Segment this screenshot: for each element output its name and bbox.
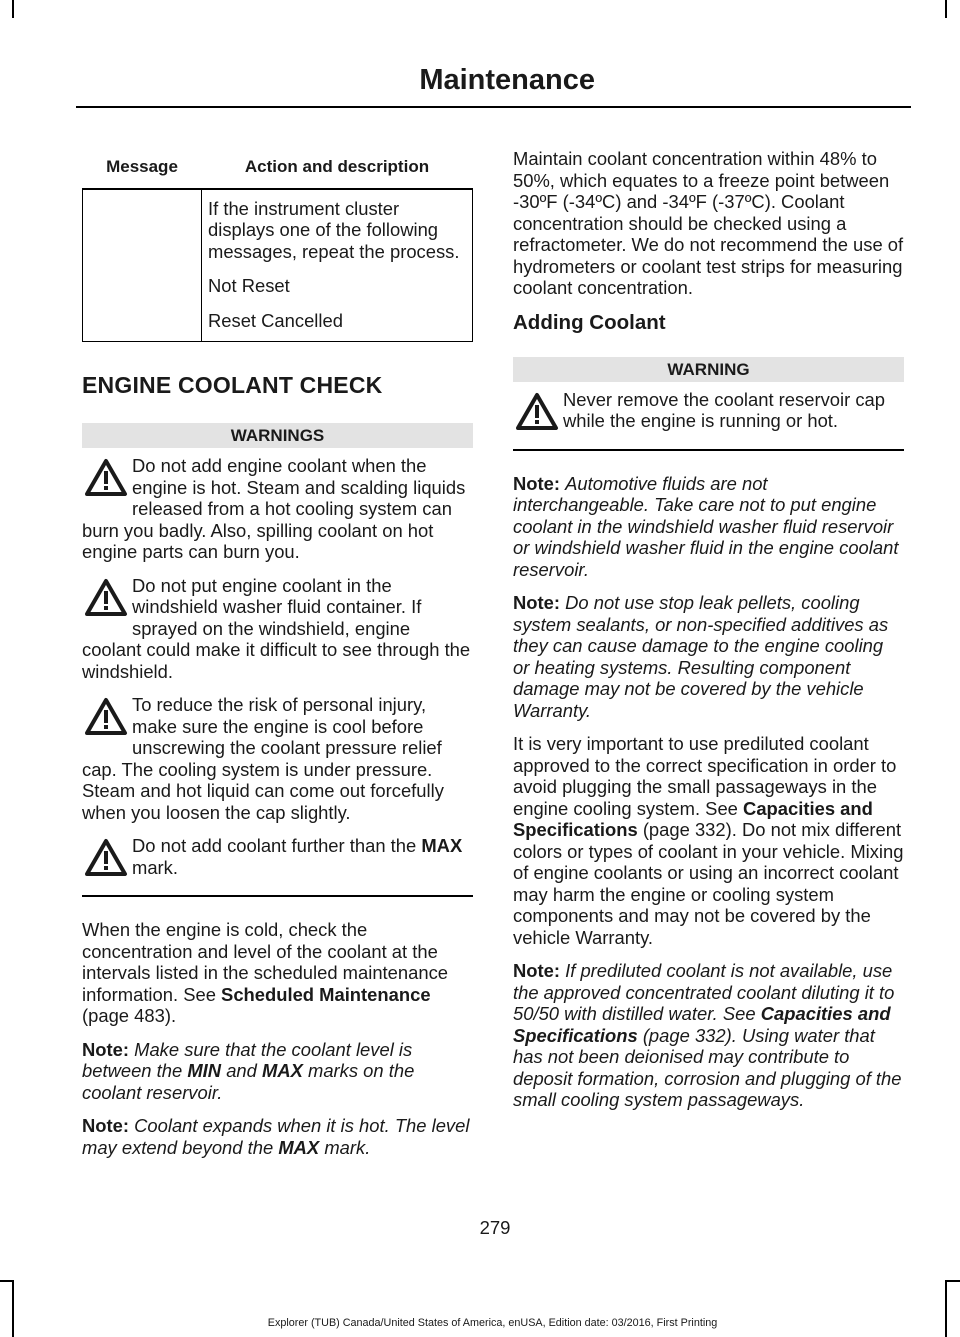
note-label: Note:	[513, 960, 560, 981]
note-label: Note:	[82, 1115, 129, 1136]
cross-reference-link[interactable]: Capacities and Specifications	[513, 1003, 891, 1046]
body-paragraph	[513, 733, 904, 948]
cross-reference-link[interactable]: Scheduled Maintenance	[221, 983, 431, 1005]
table-header-message: Message	[83, 142, 202, 189]
crop-mark	[945, 1280, 960, 1282]
warning-item	[82, 575, 473, 683]
note-text: (page 332). Using water that has not been deionised may contribute to deposit formation, corrosion and plugging of the small cooling system passageways.	[513, 1024, 902, 1110]
warning-item	[82, 455, 473, 563]
body-paragraph	[82, 919, 473, 1027]
message-table	[82, 142, 473, 342]
warning-triangle-icon	[82, 455, 130, 499]
paragraph-text: When the engine is cold, check the concentration and level of the coolant at the intervals listed in the scheduled maintenance information. See	[82, 919, 448, 1005]
note-text: marks on the coolant reservoir.	[82, 1060, 415, 1103]
left-column	[82, 142, 473, 1170]
table-row	[83, 189, 473, 342]
note-label: Note:	[513, 472, 560, 494]
note-text: Coolant expands when it is hot. The level may extend beyond the	[82, 1115, 470, 1158]
section-title: Maintenance	[419, 64, 595, 96]
warning-triangle-icon	[82, 694, 130, 738]
warning-item	[82, 835, 473, 897]
cross-reference-link[interactable]: Capacities and Specifications	[513, 797, 873, 840]
table-cell-action	[202, 189, 473, 342]
warning-item	[82, 694, 473, 823]
page-number: 279	[479, 1217, 511, 1238]
page-reference: (page 483).	[82, 1005, 177, 1026]
note-paragraph	[513, 473, 904, 581]
note-text: Make sure that the coolant level is between the	[82, 1038, 413, 1081]
note-text: If prediluted coolant is not available, use the approved concentrated coolant diluting it to 50/50 with distilled water. See	[513, 960, 895, 1024]
note-text: mark.	[324, 1136, 371, 1158]
warning-text: Do not put engine coolant in the windshield washer fluid container. If sprayed on the windshield, engine coolant could make it difficult to see through the windshield.	[82, 574, 471, 682]
table-line: Not Reset	[208, 275, 290, 296]
max-mark-label: MAX	[278, 1136, 320, 1158]
note-paragraph	[82, 1039, 473, 1104]
table-header-action: Action and description	[202, 142, 473, 189]
edition-footer: Explorer (TUB) Canada/United States of America, enUSA, Edition date: 03/2016, First Printing	[267, 1317, 718, 1329]
note-paragraph	[513, 592, 904, 721]
paragraph-text: It is very important to use prediluted coolant approved to the correct specification in order to avoid plugging the small passageways in the engine cooling system. See	[513, 733, 897, 819]
max-mark-label: MAX	[421, 835, 463, 856]
table-line: Reset Cancelled	[208, 309, 343, 331]
note-text: Automotive fluids are not interchangeable. Take care not to put engine coolant in the windshield washer fluid reservoir or windshield washer fluid in the engine coolant reservoir.	[513, 472, 899, 580]
note-paragraph	[82, 1115, 473, 1158]
crop-mark	[945, 0, 947, 18]
warning-text: Do not add engine coolant when the engine is hot. Steam and scalding liquids released from a hot cooling system can burn you badly. Also, spilling coolant on hot engine parts can burn you.	[82, 455, 466, 562]
warning-text: To reduce the risk of personal injury, make sure the engine is cool before unscrewing the coolant pressure relief cap. The cooling system is under pressure. Steam and hot liquid can come out forcefully when you loosen the cap slightly.	[82, 694, 444, 823]
warning-text: mark.	[132, 856, 178, 878]
warning-text: Do not add coolant further than the	[132, 835, 417, 856]
crop-mark	[0, 1280, 14, 1282]
paragraph-text: (page 332). Do not mix different colors or types of coolant in your vehicle. Mixing of engine coolants or using an incorrect coolant may harm the engine or cooling system components and may not be covered by the vehicle Warranty.	[513, 819, 904, 948]
note-text: Do not use stop leak pellets, cooling system sealants, or non-specified additives as they can cause damage to the engine cooling or heating systems. Resulting component damage may not be covered by the vehicle Warranty.	[513, 592, 889, 721]
warnings-banner: WARNINGS	[82, 423, 473, 448]
warning-text: Never remove the coolant reservoir cap while the engine is running or hot.	[563, 388, 885, 431]
crop-mark	[12, 0, 14, 18]
subheading: Adding Coolant	[513, 310, 666, 334]
min-mark-label: MIN	[187, 1060, 222, 1081]
note-label: Note:	[513, 592, 560, 613]
warning-triangle-icon	[513, 389, 561, 433]
warning-triangle-icon	[82, 835, 130, 879]
max-mark-label: MAX	[262, 1060, 303, 1081]
right-column	[513, 148, 904, 1123]
warning-item	[513, 389, 904, 451]
note-label: Note:	[82, 1038, 129, 1060]
warning-banner: WARNING	[513, 357, 904, 382]
table-line: If the instrument cluster displays one of the following messages, repeat the process.	[208, 197, 460, 262]
note-paragraph	[513, 960, 904, 1111]
body-paragraph: Maintain coolant concentration within 48% to 50%, which equates to a freeze point between -30ºF (-34ºC) and -34ºF (-37ºC). Coolant concentration should be checked using a refractometer. We do not recommend the use of hydrometers or coolant test strips for measuring coolant concentration.	[513, 148, 904, 298]
header-rule	[76, 106, 911, 108]
section-heading: ENGINE COOLANT CHECK	[82, 372, 383, 398]
note-text: and	[226, 1060, 257, 1081]
warning-triangle-icon	[82, 575, 130, 619]
table-cell-message	[83, 189, 202, 342]
